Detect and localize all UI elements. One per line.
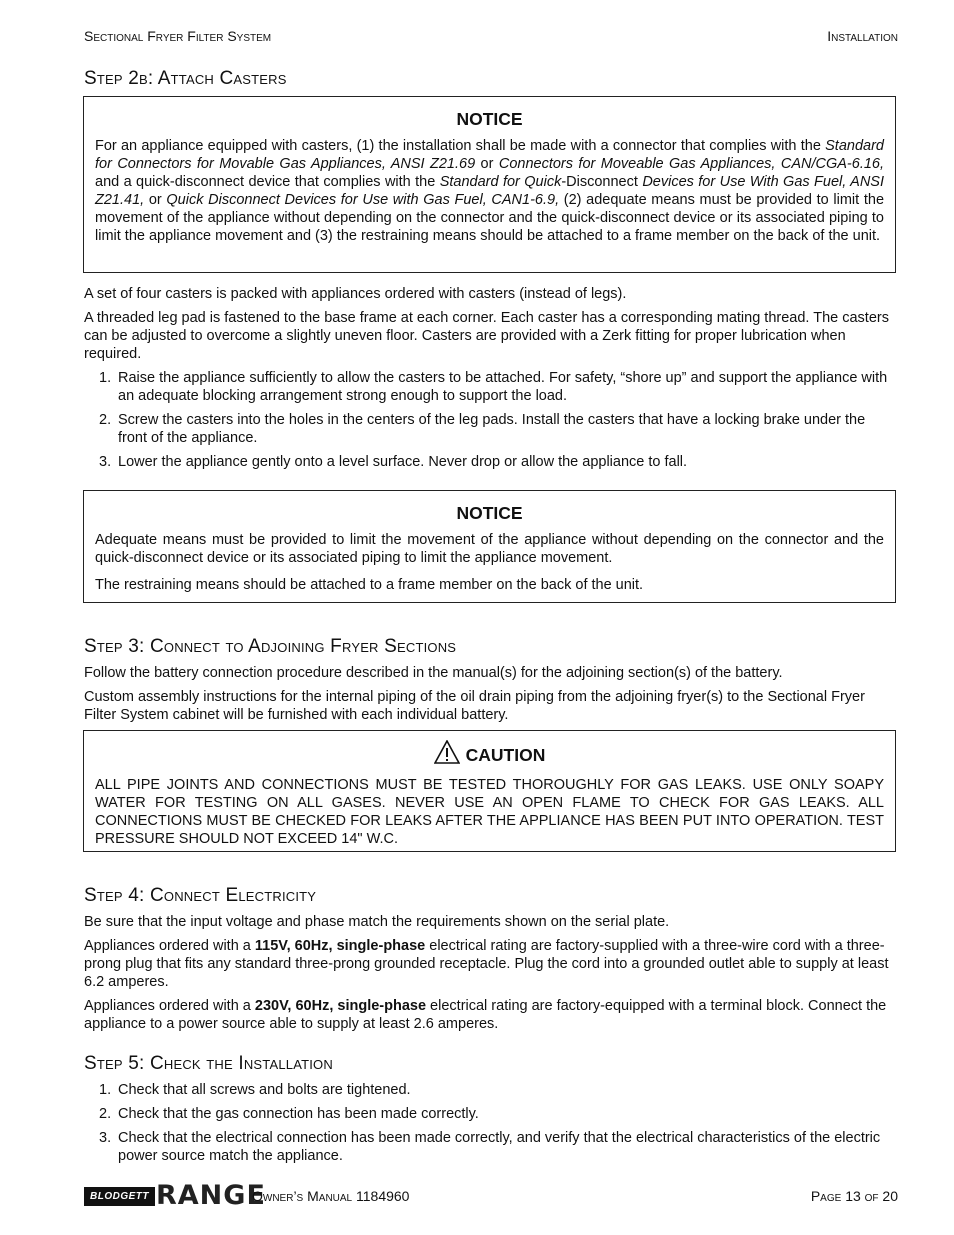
- warning-triangle-icon: [434, 740, 460, 769]
- check-steps-list: [84, 1081, 898, 1171]
- step-5-heading: Step 5: Check the Installation: [84, 1053, 333, 1074]
- list-item: 3. Check that the electrical connection has been made correctly, and verify that the electrical characteristics of the electric power source match the appliance.: [99, 1130, 881, 1164]
- list-item: 2. Screw the casters into the holes in the centers of the leg pads. Install the casters that have a locking brake under the front of the appliance.: [99, 412, 866, 446]
- blodgett-range-logo: [84, 1180, 266, 1211]
- voltage-paragraph: Be sure that the input voltage and phase match the requirements shown on the serial plate.: [84, 914, 670, 930]
- list-item: 2. Check that the gas connection has been made correctly.: [99, 1106, 479, 1122]
- leg-pad-paragraph: A threaded leg pad is fastened to the base frame at each corner. Each caster has a corresponding mating thread. The casters can be adjusted to overcome a slightly uneven floor. Casters are provided with a Zerk fitting for proper lubrication when required.: [84, 310, 889, 362]
- footer: [84, 1182, 898, 1212]
- caution-text: ALL PIPE JOINTS AND CONNECTIONS MUST BE TESTED THOROUGHLY FOR GAS LEAKS. USE ONLY SOAPY WATER FOR TESTING ON ALL GASES. NEVER USE AN OPEN FLAME TO CHECK FOR GAS LEAKS. ALL CONNECTIONS MUST BE CHECKED FOR LEAKS AFTER THE APPLIANCE HAS BEEN PUT INTO OPERATION. TEST PRESSURE SHOULD NOT EXCEED 14" W.C.: [95, 777, 884, 847]
- footer-page-number: Page 13 of 20: [810, 1188, 898, 1204]
- notice-title: NOTICE: [456, 503, 523, 523]
- notice-box-casters: [83, 96, 896, 273]
- 115v-paragraph: Appliances ordered with a 115V, 60Hz, single-phase electrical rating are factory-supplied with a three-wire cord with a three-prong plug that fits any standard three-prong grounded receptacle. Plug the cord into a grounded outlet able to supply at least 6.2 amperes.: [84, 938, 889, 990]
- 230v-paragraph: Appliances ordered with a 230V, 60Hz, single-phase electrical rating are factory-equipped with a terminal block. Connect the appliance to a power source able to supply at least 2.6 amperes.: [84, 998, 887, 1032]
- logo-blodgett: BLODGETT: [84, 1187, 155, 1206]
- step-3-heading: Step 3: Connect to Adjoining Fryer Sections: [84, 636, 457, 657]
- footer-manual-number: Owner’s Manual 1184960: [252, 1188, 410, 1204]
- notice-text: The restraining means should be attached to a frame member on the back of the unit.: [95, 577, 644, 593]
- caster-steps-list: [84, 369, 898, 477]
- caution-box: [83, 730, 896, 852]
- assembly-paragraph: Custom assembly instructions for the internal piping of the oil drain piping from the adjoining fryer(s) to the Sectional Fryer Filter System cabinet will be furnished with each individual battery.: [84, 689, 865, 723]
- notice-text: For an appliance equipped with casters, (1) the installation shall be made with a connector that complies with the Standard for Connectors for Movable Gas Appliances, ANSI Z21.69 or Connectors for Moveable Gas Appliances, CAN/CGA-6.16, and a quick-disconnect device that complies with the Standard for Quick-Disconnect Devices for Use With Gas Fuel, ANSI Z21.41, or Quick Disconnect Devices for Use with Gas Fuel, CAN1-6.9, (2) adequate means must be provided to limit the movement of the appliance without depending on the connector and the quick-disconnect device or its associated piping to limit the appliance movement and (3) the restraining means should be attached to a frame member on the back of the unit.: [95, 138, 885, 244]
- header-section: Installation: [827, 28, 898, 44]
- step-2b-heading: Step 2b: Attach Casters: [84, 68, 287, 89]
- caution-title-row: [95, 740, 884, 769]
- list-item: 1. Raise the appliance sufficiently to allow the casters to be attached. For safety, “shore up” and support the appliance with an adequate blocking arrangement strong enough to support the load.: [99, 370, 888, 404]
- notice-title: NOTICE: [456, 109, 523, 129]
- list-item: 3. Lower the appliance gently onto a level surface. Never drop or allow the appliance to fall.: [99, 454, 688, 470]
- casters-intro-paragraph: A set of four casters is packed with appliances ordered with casters (instead of legs).: [84, 286, 627, 302]
- header-title: Sectional Fryer Filter System: [84, 28, 272, 44]
- logo-range: RANGE: [156, 1180, 266, 1211]
- notice-box-restraint: [83, 490, 896, 603]
- list-item: 1. Check that all screws and bolts are tightened.: [99, 1082, 411, 1098]
- notice-text: Adequate means must be provided to limit the movement of the appliance without depending on the connector and the quick-disconnect device or its associated piping to limit the appliance movement.: [95, 532, 884, 566]
- step-4-heading: Step 4: Connect Electricity: [84, 885, 317, 906]
- battery-paragraph: Follow the battery connection procedure described in the manual(s) for the adjoining section(s) of the battery.: [84, 665, 783, 681]
- caution-title: CAUTION: [465, 745, 546, 765]
